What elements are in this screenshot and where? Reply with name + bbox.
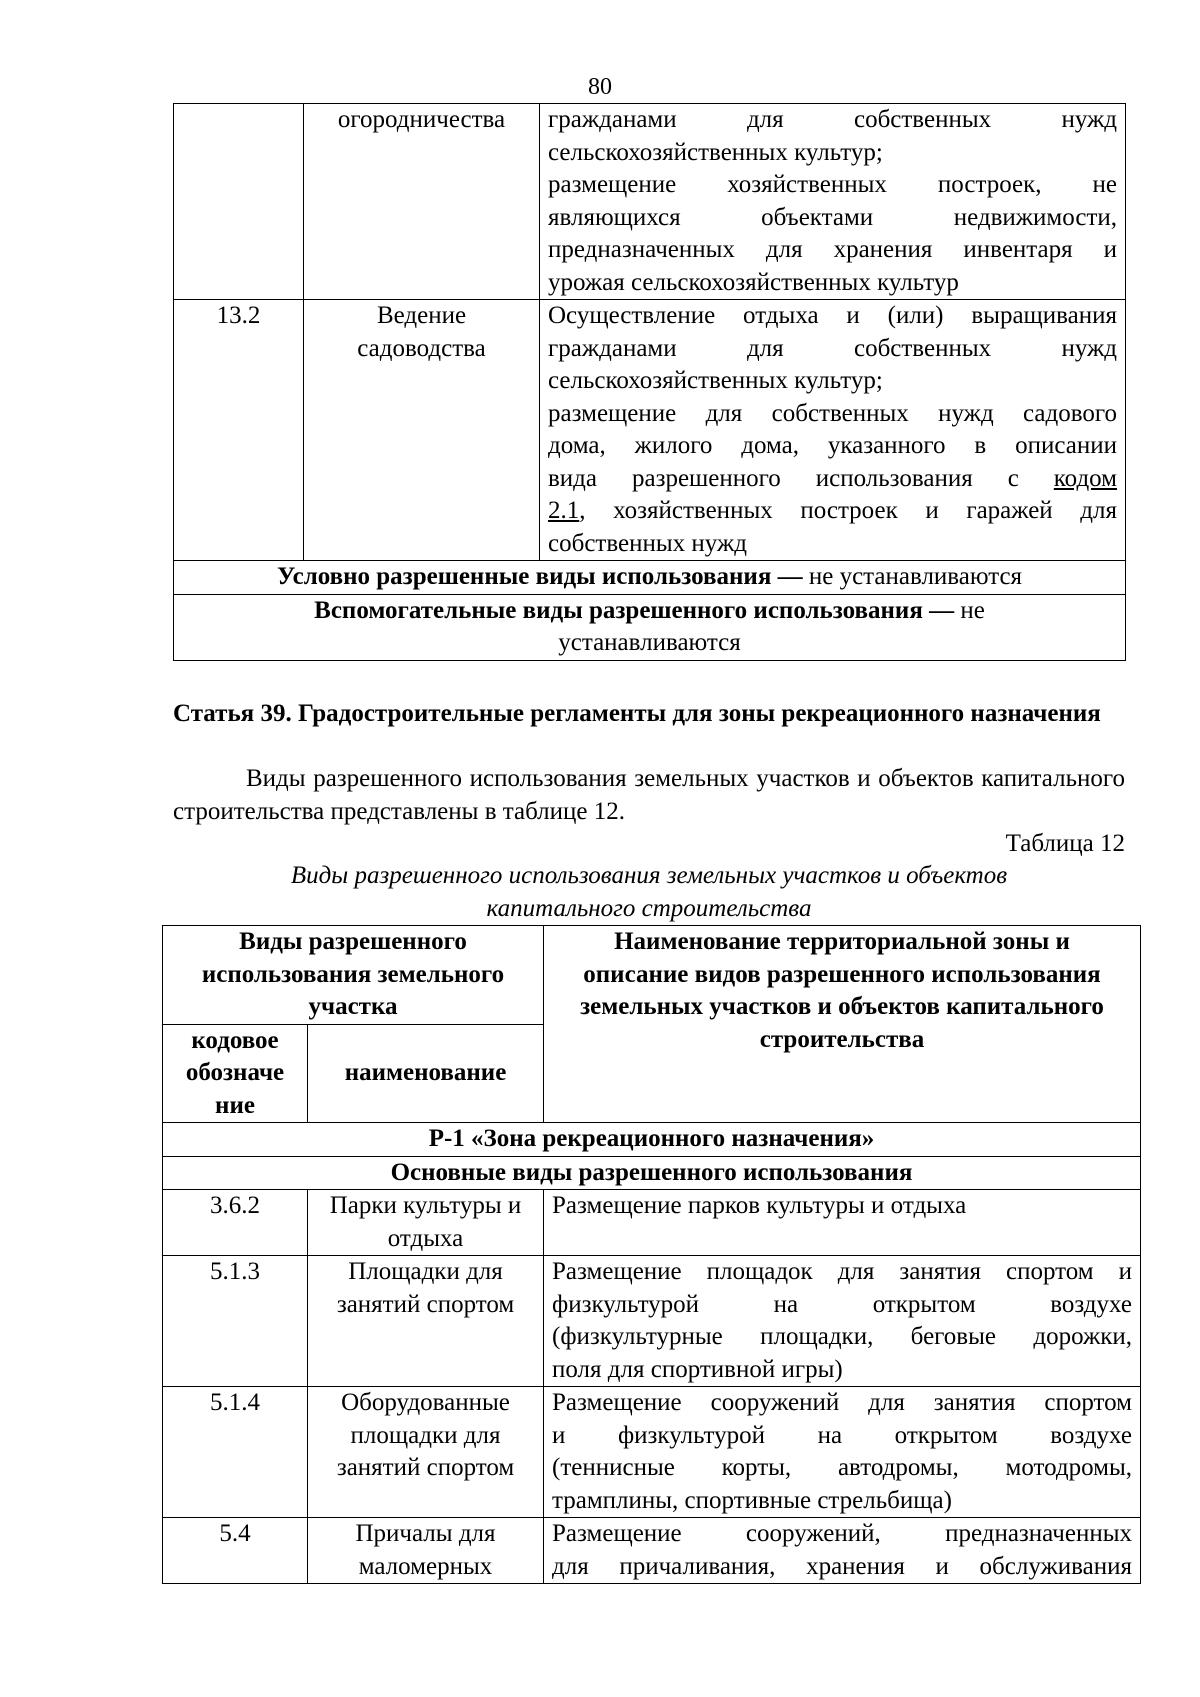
description-line: Размещение сооружений, предназначенных [552,1520,1132,1547]
conditional-uses-cell [174,561,1126,595]
section-title-row [163,1156,1141,1190]
description-line: размещение хозяйственных построек, не [548,171,1117,198]
description-line: трамплины, спортивные стрельбища) [552,1486,952,1514]
code-link[interactable]: кодом [1053,464,1118,492]
description-line: физкультурой на открытом воздухе [552,1290,1132,1318]
description-text: , хозяйственных построек и гаражей для [579,497,1117,524]
name-cell: Парки культуры и отдыха [308,1190,544,1256]
description-line: собственных нужд [548,529,747,557]
description-line: дома, жилого дома, указанного в описании [548,432,1117,459]
conditional-uses-value: не устанавливаются [802,563,1023,590]
description-cell [544,1387,1141,1518]
code-cell: 5.1.4 [163,1387,308,1518]
description-line: являющихся объектами недвижимости, [548,203,1117,231]
conditional-uses-row [174,561,1126,595]
table-row [174,300,1126,561]
code-cell: 3.6.2 [163,1190,308,1256]
header-group-cell: Виды разрешенного использования земельного участка [163,926,544,1025]
table-12 [162,925,1141,1584]
name-cell: Площадки для занятий спортом [308,1256,544,1387]
description-cell [544,1518,1141,1584]
description-line: сельскохозяйственных культур; [548,367,883,394]
conditional-uses-label: Условно разрешенные виды использования — [276,563,803,590]
code-cell [174,104,304,300]
table-row [163,1387,1141,1518]
name-cell: Причалы для маломерных [308,1518,544,1584]
description-line: размещение для собственных нужд садового [548,399,1117,427]
description-line: предназначенных для хранения инвентаря и [548,236,1117,263]
table-label: Таблица 12 [1005,830,1125,857]
article-paragraph: Виды разрешенного использования земельных участков и объектов капитального строительства представлены в таблице 12. [173,765,1125,825]
description-line: урожая сельскохозяйственных культур [548,268,959,296]
table-row [163,1190,1141,1256]
name-cell: Оборудованные площадки для занятий спортом [308,1387,544,1518]
zone-title-row [163,1123,1141,1157]
header-description-cell: Наименование территориальной зоны и описание видов разрешенного использования земельных участков и объектов капитального строительства [544,926,1141,1123]
code-link[interactable]: 2.1 [548,497,580,524]
description-cell [544,1190,1141,1256]
description-line: Размещение площадок для занятия спортом и [552,1258,1132,1285]
table-row [163,1518,1141,1584]
description-line: поля для спортивной игры) [552,1355,843,1383]
auxiliary-uses-label: Вспомогательные виды разрешенного использования — [314,596,955,624]
table-caption: Виды разрешенного использования земельных участков и объектов капитального строительства [290,862,1008,922]
description-line: (теннисные корты, автодромы, мотодромы, [552,1454,1132,1481]
description-line-with-link [548,463,1117,496]
table-11-continuation [173,103,1126,661]
description-line: Осуществление отдыха и (или) выращивания [548,302,1117,329]
description-line: (физкультурные площадки, беговые дорожки, [552,1323,1132,1350]
table-header-row [163,926,1141,1025]
code-cell: 13.2 [174,300,304,561]
auxiliary-uses-value: не устанавливаются [558,596,985,656]
description-cell [544,1256,1141,1387]
header-code-cell: кодовое обозначе ние [163,1024,308,1123]
table-row [163,1256,1141,1387]
auxiliary-uses-row [174,594,1126,660]
table-row [174,104,1126,300]
description-line: сельскохозяйственных культур; [548,138,883,166]
section-title-cell: Основные виды разрешенного использования [163,1156,1141,1190]
code-cell: 5.1.3 [163,1256,308,1387]
zone-title-cell: Р-1 «Зона рекреационного назначения» [163,1123,1141,1157]
name-cell: огородничества [304,104,540,300]
description-line: Размещение сооружений для занятия спортом [552,1389,1132,1416]
description-text: вида разрешенного использования с [548,464,1019,492]
description-line: Размещение парков культуры и отдыха [552,1192,967,1219]
description-line: и физкультурой на открытом воздухе [552,1421,1132,1449]
description-line: гражданами для собственных нужд [548,106,1117,133]
description-cell [540,104,1126,300]
name-cell: Ведение садоводства [304,300,540,561]
auxiliary-uses-cell [174,594,1126,660]
article-heading: Статья 39. Градостроительные регламенты для зоны рекреационного назначения [173,700,1101,727]
page-number: 80 [588,74,612,100]
description-line: для причаливания, хранения и обслуживания [552,1552,1132,1580]
description-line-with-link [548,495,1117,528]
code-cell: 5.4 [163,1518,308,1584]
description-line: гражданами для собственных нужд [548,334,1117,362]
description-cell [540,300,1126,561]
header-name-cell: наименование [308,1024,544,1123]
